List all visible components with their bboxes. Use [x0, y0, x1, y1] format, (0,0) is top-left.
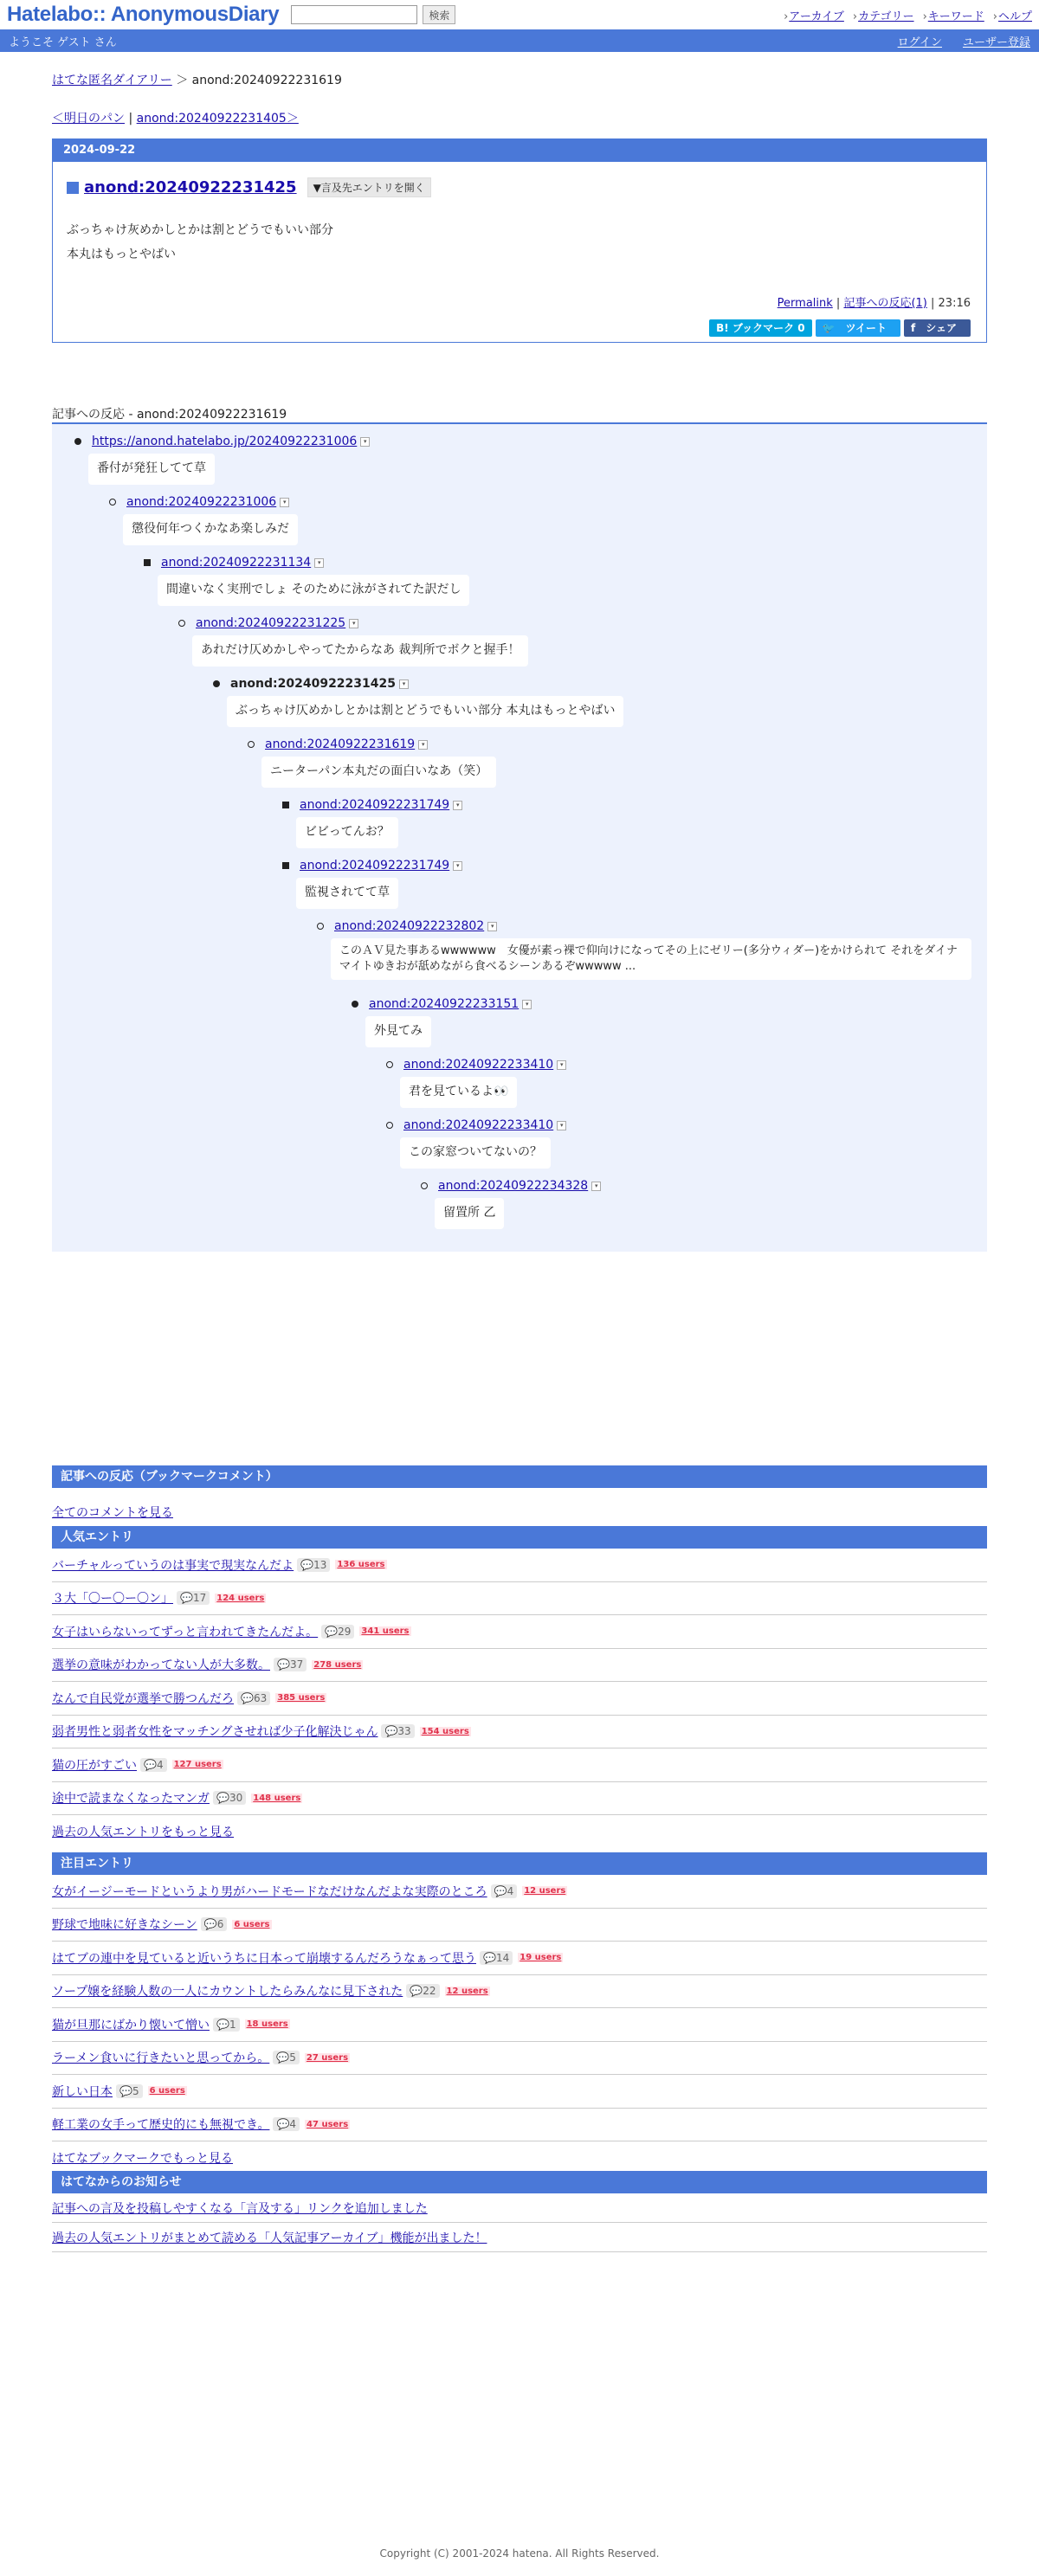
share-buttons — [709, 319, 971, 337]
tree-link[interactable]: anond:20240922231006 — [126, 495, 277, 509]
breadcrumb-current: anond:20240922231619 — [191, 74, 342, 87]
attention-more-link[interactable]: はてなブックマークでもっと見る — [52, 2152, 234, 2167]
bookmark-users-badge[interactable]: 47 users — [307, 2119, 349, 2129]
tree-current: anond:20240922231425 — [230, 677, 396, 691]
bookmark-users-badge[interactable]: 136 users — [337, 1560, 385, 1570]
entry-row — [52, 2008, 987, 2042]
entry-link[interactable]: 弱者男性と弱者女性をマッチングさせれば少子化解決じゃん — [52, 1725, 378, 1740]
bullet-icon — [282, 862, 289, 869]
expand-icon[interactable]: ▾ — [522, 1000, 532, 1009]
entry-row — [52, 1615, 987, 1649]
bookmark-users-badge[interactable]: 278 users — [313, 1659, 362, 1670]
entry-link[interactable]: 野球で地味に好きなシーン — [52, 1918, 197, 1933]
tree-text: ぶっちゃけ仄めかしとかは割とどうでもいい部分 本丸はもっとやばい — [227, 696, 623, 727]
comment-count[interactable]: 💬 37 — [274, 1658, 307, 1671]
nav-help[interactable]: ヘルプ — [997, 10, 1032, 23]
permalink[interactable]: Permalink — [777, 297, 833, 310]
chevron-right-icon: › — [992, 10, 997, 23]
entry-row — [52, 1875, 987, 1909]
breadcrumb — [52, 71, 342, 88]
expand-icon[interactable]: ▾ — [280, 498, 289, 507]
popular-more-link[interactable]: 過去の人気エントリをもっと見る — [52, 1826, 234, 1840]
expand-icon[interactable]: ▾ — [487, 922, 497, 931]
entry-link[interactable]: 猫が旦那にばかり懐いて憎い — [52, 2018, 210, 2032]
comment-icon: 💬 — [241, 1691, 254, 1704]
pager-sep: | — [128, 112, 133, 126]
bookmark-users-badge[interactable]: 154 users — [421, 1726, 469, 1736]
prev-entry-link[interactable]: ＜明日のパン — [52, 112, 125, 126]
next-entry-link[interactable]: anond:20240922231405＞ — [136, 112, 299, 126]
bullet-icon — [352, 1001, 358, 1008]
entry-link[interactable]: 女がイージーモードというより男がハードモードなだけなんだよな実際のところ — [52, 1884, 487, 1899]
bookmark-users-badge[interactable]: 12 users — [524, 1886, 566, 1897]
breadcrumb-home[interactable]: はてな匿名ダイアリー — [52, 74, 172, 87]
search-input[interactable] — [291, 5, 417, 24]
entry-link[interactable]: 軽工業の女手って歴史的にも無視でき。 — [52, 2118, 270, 2133]
popular-entries — [52, 1526, 987, 1849]
tweet-label: ツイート — [845, 322, 887, 334]
tree-link[interactable]: anond:20240922231225 — [196, 616, 346, 630]
chevron-right-icon: › — [784, 10, 789, 23]
site-logo[interactable]: Hatelabo:: AnonymousDiary — [7, 3, 280, 26]
entry-row — [52, 1682, 987, 1716]
entry-link[interactable]: はてブの連中を見ていると近いうちに日本って崩壊するんだろうなぁって思う — [52, 1951, 476, 1966]
tree-text: 間違いなく実刑でしょ そのために泳がされてた訳だし — [158, 575, 469, 606]
user-bar — [0, 29, 1039, 52]
comment-icon: 💬 — [300, 1558, 314, 1571]
tree-link[interactable]: anond:20240922231749 — [300, 798, 450, 812]
reactions-heading: 記事への反応 - anond:20240922231619 — [52, 408, 287, 422]
comment-count[interactable]: 💬 30 — [213, 1791, 246, 1805]
tree-text: 監視されてて草 — [296, 878, 398, 909]
entry-date: 2024-09-22 — [53, 139, 986, 162]
entry-row — [52, 1975, 987, 2009]
hatena-bookmark-button[interactable]: B! ブックマーク 0 — [709, 319, 812, 337]
open-reference-button[interactable]: ▼言及先エントリを開く — [307, 177, 431, 197]
entry-row — [52, 1716, 987, 1749]
news-item[interactable]: 記事への言及を投稿しやすくなる「言及する」リンクを追加しました — [52, 2201, 428, 2216]
entry-body-line: ぶっちゃけ灰めかしとかは割とどうでもいい部分 — [67, 223, 333, 237]
bullet-icon — [178, 620, 185, 627]
tree-link[interactable]: https://anond.hatelabo.jp/20240922231006 — [92, 435, 358, 448]
entry-link[interactable]: バーチャルっていうのは事実で現実なんだよ — [52, 1558, 294, 1573]
chevron-right-icon: › — [852, 10, 858, 23]
bookmark-comments-section — [52, 1465, 987, 1521]
facebook-icon: f — [911, 322, 916, 334]
copyright: Copyright (C) 2001-2024 hatena. All Rights Reserved. — [379, 2547, 660, 2560]
news-item[interactable]: 過去の人気エントリがまとめて読める「人気記事アーカイブ」機能が出ました！ — [52, 2231, 487, 2245]
expand-icon[interactable]: ▾ — [557, 1121, 566, 1130]
nav-keyword[interactable]: キーワード — [927, 10, 984, 23]
bookmark-users-badge[interactable]: 341 users — [361, 1626, 410, 1637]
comment-count[interactable]: 💬 17 — [177, 1591, 210, 1605]
comment-count[interactable]: 💬 63 — [237, 1691, 270, 1705]
entry-row — [52, 2109, 987, 2142]
tree-link[interactable]: anond:20240922233410 — [403, 1118, 554, 1132]
comment-icon: 💬 — [276, 2118, 290, 2131]
reactions-link[interactable]: 記事への反応(1) — [843, 297, 927, 310]
comment-count[interactable]: 💬 13 — [297, 1558, 330, 1572]
expand-icon[interactable]: ▾ — [557, 1060, 566, 1070]
bookmark-users-badge[interactable]: 19 users — [520, 1953, 562, 1963]
entry-row — [52, 2075, 987, 2109]
entry-box — [52, 138, 987, 343]
tree-link[interactable]: anond:20240922231619 — [265, 737, 416, 751]
comment-icon: 💬 — [180, 1592, 193, 1605]
entry-link[interactable]: 新しい日本 — [52, 2084, 113, 2099]
entry-row — [52, 1782, 987, 1816]
bullet-icon — [109, 499, 116, 506]
bullet-icon — [386, 1122, 393, 1129]
comment-count[interactable]: 💬 33 — [381, 1724, 414, 1738]
bird-icon: 🐦 — [822, 322, 836, 334]
news-section — [52, 2171, 987, 2252]
entry-link[interactable]: 途中で読まなくなったマンガ — [52, 1792, 210, 1806]
bullet-icon — [317, 923, 324, 930]
comment-count[interactable]: 💬 6 — [201, 1917, 228, 1931]
bookmark-users-badge[interactable]: 6 users — [234, 1919, 270, 1929]
comment-icon: 💬 — [410, 1985, 423, 1998]
entry-link[interactable]: 猫の圧がすごい — [52, 1758, 137, 1773]
popular-heading: 人気エントリ — [52, 1526, 987, 1549]
tree-text: この家窓ついてないの？ — [400, 1137, 551, 1169]
bullet-icon — [386, 1061, 393, 1068]
bookmark-users-badge[interactable]: 127 users — [173, 1760, 222, 1770]
comment-icon: 💬 — [277, 1658, 290, 1671]
comment-icon: 💬 — [483, 1951, 496, 1964]
expand-icon[interactable]: ▾ — [591, 1182, 601, 1191]
tree-text: 懲役何年つくかなあ楽しみだ — [123, 514, 298, 545]
expand-icon[interactable]: ▾ — [418, 740, 428, 750]
tree-text: 留置所 乙 — [435, 1198, 504, 1229]
bullet-icon — [213, 680, 220, 687]
tree-link[interactable]: anond:20240922231749 — [300, 859, 450, 873]
entry-row — [52, 1582, 987, 1616]
all-comments-link[interactable]: 全てのコメントを見る — [52, 1506, 173, 1520]
comment-icon: 💬 — [384, 1725, 398, 1738]
facebook-share-button[interactable] — [904, 319, 971, 337]
tree-text: 番付が発狂してて草 — [88, 454, 215, 485]
expand-icon[interactable]: ▾ — [399, 679, 409, 689]
entry-row — [52, 1748, 987, 1782]
tree-link[interactable]: anond:20240922233151 — [369, 997, 520, 1011]
chevron-right-icon: › — [922, 10, 927, 23]
comment-count[interactable]: 💬 1 — [213, 2018, 240, 2032]
entry-row — [52, 2042, 987, 2076]
comment-count[interactable]: 💬 4 — [491, 1884, 518, 1898]
tree-text: 君を見ているよ👀 — [400, 1077, 517, 1108]
bookmark-users-badge[interactable]: 385 users — [277, 1693, 326, 1703]
nav-category[interactable]: カテゴリー — [858, 10, 914, 23]
comment-count[interactable]: 💬 5 — [116, 2084, 143, 2098]
entry-link[interactable]: 女子はいらないってずっと言われてきたんだよ。 — [52, 1625, 319, 1639]
expand-icon[interactable]: ▾ — [453, 801, 462, 810]
site-header — [0, 0, 1039, 29]
news-heading: はてなからのお知らせ — [52, 2171, 987, 2193]
tree-link[interactable]: anond:20240922231134 — [161, 556, 312, 570]
attention-heading: 注目エントリ — [52, 1852, 987, 1875]
bookmark-users-badge[interactable]: 148 users — [253, 1793, 301, 1803]
entry-link[interactable]: 選挙の意味がわかってない人が大多数。 — [52, 1658, 270, 1673]
comment-icon: 💬 — [325, 1625, 339, 1638]
bullet-icon — [248, 741, 255, 748]
entry-link[interactable]: なんで自民党が選挙で勝つんだろ — [52, 1691, 234, 1706]
tree-link[interactable]: anond:20240922234328 — [438, 1179, 589, 1193]
bookmark-users-badge[interactable]: 12 users — [446, 1986, 488, 1996]
entry-pager — [52, 109, 299, 126]
entry-link[interactable]: ソープ嬢を経験人数の一人にカウントしたらみんなに見下された — [52, 1985, 403, 2000]
entry-footer: Permalink | 記事への反応(1) | 23:16 — [777, 297, 971, 310]
bullet-icon — [144, 559, 151, 566]
breadcrumb-sep: ＞ — [176, 74, 189, 87]
header-nav — [784, 7, 1032, 23]
welcome-text: ようこそ ゲスト さん — [9, 35, 117, 49]
comment-icon: 💬 — [119, 2084, 132, 2097]
entry-time: 23:16 — [938, 297, 971, 310]
tree-text: 外見てみ — [365, 1016, 431, 1047]
bullet-icon — [282, 802, 289, 808]
tree-text: ニーターパン本丸だの面白いなあ（笑） — [261, 757, 496, 788]
entry-row — [52, 1942, 987, 1975]
comment-count[interactable]: 💬 5 — [273, 2051, 300, 2064]
comment-count[interactable]: 💬 29 — [321, 1625, 354, 1639]
attention-entries — [52, 1852, 987, 2175]
expand-icon[interactable]: ▾ — [349, 619, 358, 628]
bookmark-users-badge[interactable]: 6 users — [149, 2086, 185, 2096]
entry-row — [52, 1909, 987, 1942]
bookmark-users-badge[interactable]: 124 users — [216, 1593, 265, 1603]
comment-count[interactable]: 💬 4 — [140, 1758, 167, 1772]
comment-count[interactable]: 💬 4 — [273, 2117, 300, 2131]
bookmark-comments-heading: 記事への反応（ブックマークコメント） — [52, 1465, 987, 1488]
entry-row — [52, 1649, 987, 1683]
register-link[interactable]: ユーザー登録 — [962, 35, 1030, 49]
tree-text: このＡＶ見た事あるwwwwww 女優が素っ裸で仰向けになってその上にゼリー(多分ウィダー)をかけられて それをダイナマイトゆきおが舐めながら食べるシーンあるぞwwwww ... — [331, 938, 971, 980]
section-square-icon — [67, 182, 79, 194]
entry-body-line: 本丸はもっとやばい — [67, 248, 176, 261]
login-link[interactable]: ログイン — [897, 35, 942, 49]
expand-icon[interactable]: ▾ — [314, 558, 324, 568]
comment-icon: 💬 — [276, 2051, 290, 2064]
comment-count[interactable]: 💬 14 — [480, 1951, 513, 1965]
comment-icon: 💬 — [216, 2018, 229, 2031]
comment-icon: 💬 — [216, 1792, 229, 1805]
bullet-icon — [421, 1182, 428, 1189]
reaction-tree — [52, 424, 987, 1252]
expand-icon[interactable]: ▾ — [360, 437, 370, 447]
entry-link[interactable]: ３大「〇ー〇ー〇ン」 — [52, 1592, 173, 1607]
comment-icon: 💬 — [203, 1918, 217, 1931]
nav-archive[interactable]: アーカイブ — [789, 10, 844, 23]
bookmark-users-badge[interactable]: 18 users — [246, 2019, 288, 2030]
comment-icon: 💬 — [144, 1758, 157, 1771]
expand-icon[interactable]: ▾ — [453, 861, 462, 871]
bullet-icon — [74, 438, 81, 445]
tweet-button[interactable] — [816, 319, 900, 337]
tree-link[interactable]: anond:20240922232802 — [334, 919, 485, 933]
entry-link[interactable]: ラーメン食いに行きたいと思ってから。 — [52, 2051, 270, 2066]
tree-text: ビビってんお？ — [296, 817, 398, 848]
bookmark-users-badge[interactable]: 27 users — [306, 2052, 349, 2063]
entry-title[interactable]: anond:20240922231425 — [84, 178, 297, 196]
search-button[interactable]: 検索 — [423, 5, 455, 24]
comment-icon: 💬 — [494, 1884, 507, 1897]
entry-row — [52, 1549, 987, 1582]
tree-link[interactable]: anond:20240922233410 — [403, 1058, 554, 1072]
comment-count[interactable]: 💬 22 — [406, 1984, 439, 1998]
share-label: シェア — [926, 322, 957, 334]
tree-text: あれだけ仄めかしやってたからなあ 裁判所でボクと握手！ — [192, 635, 528, 667]
